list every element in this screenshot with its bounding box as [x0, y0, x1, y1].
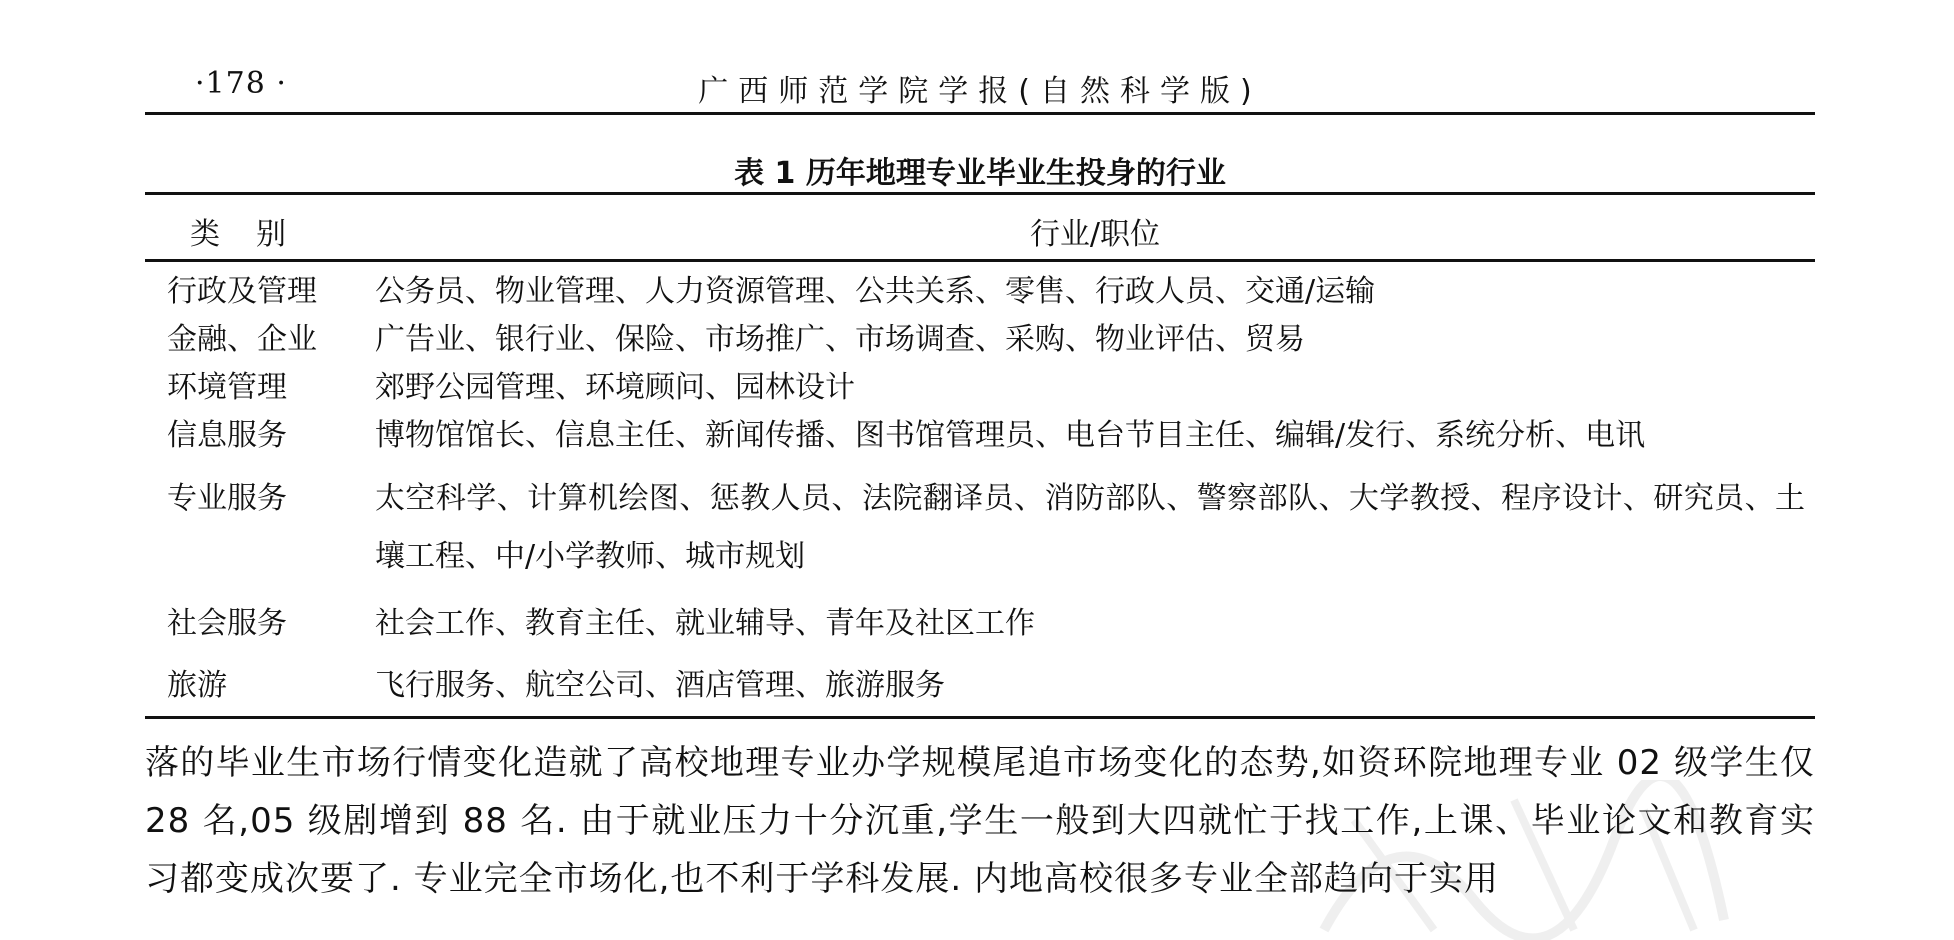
- page-number: ·178 ·: [195, 66, 287, 101]
- body-paragraph: 落的毕业生市场行情变化造就了高校地理专业办学规模尾追市场变化的态势,如资环院地理专业 02 级学生仅 28 名,05 级剧增到 88 名. 由于就业压力十分沉重,学生一般到大四就忙于找工作,上课、毕业论文和教育实习都变成次要了. 专业完全市场化,也不利于学科发展. 内地高校很多专业全部趋向于实用: [145, 743, 1815, 899]
- column-header-positions: 行业/职位: [1029, 217, 1161, 252]
- row-positions: 飞行服务、航空公司、酒店管理、旅游服务: [375, 668, 945, 703]
- column-header-category: 类别: [190, 217, 322, 252]
- row-positions: 公务员、物业管理、人力资源管理、公共关系、零售、行政人员、交通/运输: [375, 274, 1376, 309]
- industry-table: [145, 192, 1815, 719]
- table-caption: 表 1 历年地理专业毕业生投身的行业: [734, 156, 1226, 191]
- row-positions: 社会工作、教育主任、就业辅导、青年及社区工作: [375, 606, 1035, 641]
- journal-title: 广西师范学院学报(自然科学版): [698, 74, 1262, 109]
- row-positions: 广告业、银行业、保险、市场推广、市场调查、采购、物业评估、贸易: [375, 322, 1305, 357]
- table-row: [145, 586, 1815, 648]
- table-header-row: [145, 195, 1815, 262]
- row-category: 行政及管理: [167, 274, 317, 309]
- running-header: [145, 60, 1815, 115]
- row-category: 信息服务: [167, 418, 287, 453]
- row-positions: 太空科学、计算机绘图、惩教人员、法院翻译员、消防部队、警察部队、大学教授、程序设计、研究员、土壤工程、中/小学教师、城市规划: [375, 481, 1805, 574]
- table-body: [145, 262, 1815, 716]
- row-category: 专业服务: [167, 481, 287, 516]
- table-row: [145, 412, 1815, 460]
- row-category: 社会服务: [167, 606, 287, 641]
- row-positions: 博物馆馆长、信息主任、新闻传播、图书馆管理员、电台节目主任、编辑/发行、系统分析、电讯: [375, 418, 1646, 453]
- table-row: [145, 262, 1815, 316]
- table-row: [145, 316, 1815, 364]
- row-category: 环境管理: [167, 370, 287, 405]
- table-row: [145, 648, 1815, 716]
- paper-page: [145, 0, 1815, 900]
- table-row: [145, 364, 1815, 412]
- row-category: 旅游: [167, 668, 227, 703]
- row-category: 金融、企业: [167, 322, 317, 357]
- row-positions: 郊野公园管理、环境顾问、园林设计: [375, 370, 855, 405]
- table-row: [145, 460, 1815, 586]
